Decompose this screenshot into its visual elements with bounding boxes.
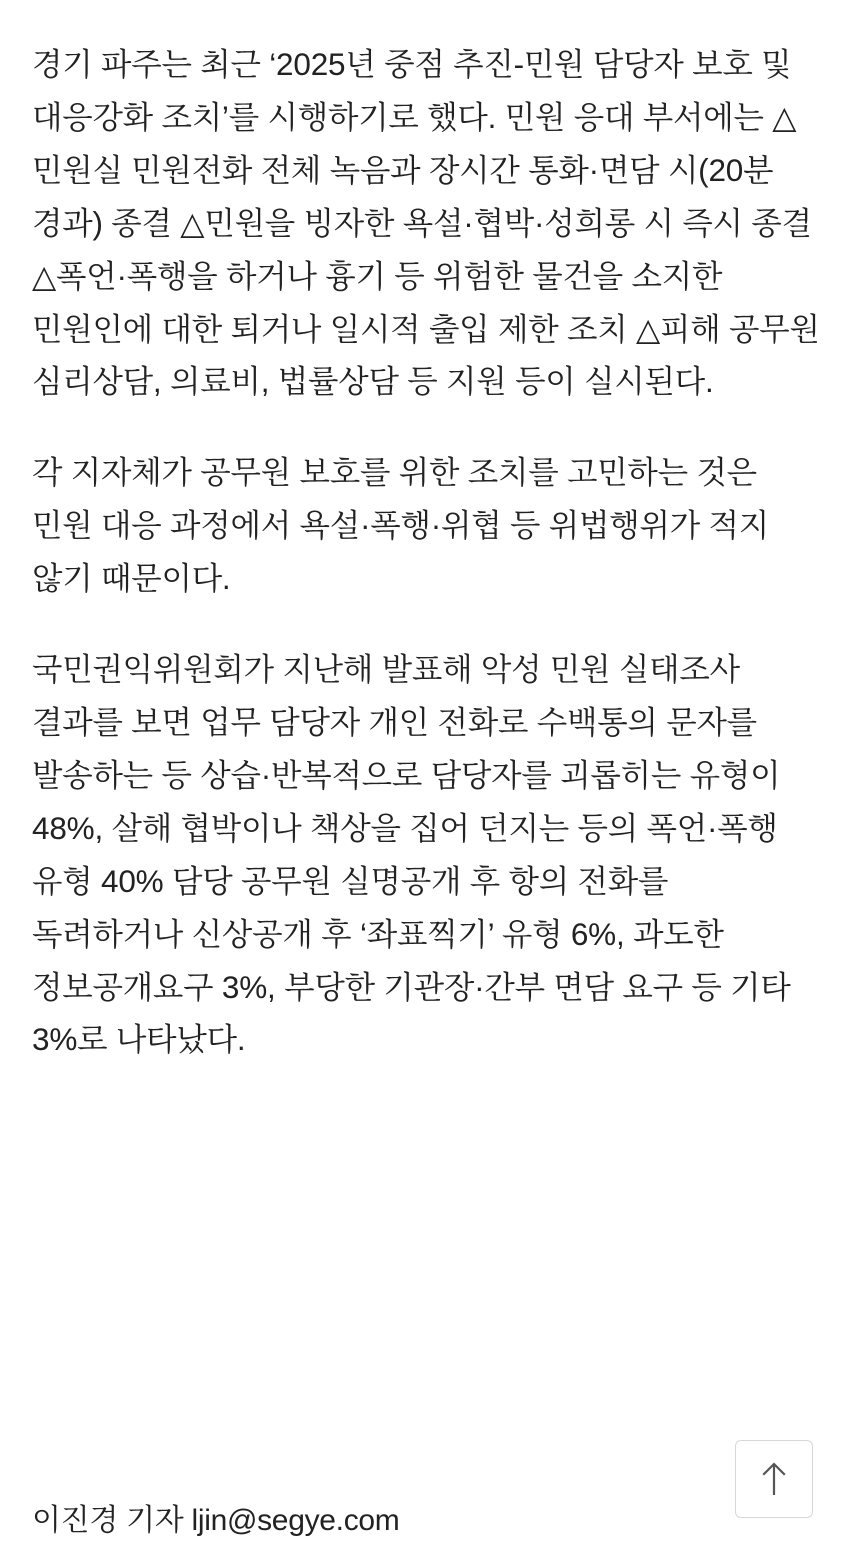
article-paragraph: 국민권익위원회가 지난해 발표해 악성 민원 실태조사 결과를 보면 업무 담당자 개인 전화로 수백통의 문자를 발송하는 등 상습·반복적으로 담당자를 괴롭히는 유형이 48%, 살해 협박이나 책상을 집어 던지는 등의 폭언·폭행 유형 40% 담당 공무원 실명공개 후 항의 전화를 독려하거나 신상공개 후 ‘좌표찍기’ 유형 6%, 과도한 정보공개요구 3%, 부당한 기관장·간부 면담 요구 등 기타 3%로 나타났다. xyxy=(32,651,791,1058)
article-paragraph: 경기 파주는 최근 ‘2025년 중점 추진-민원 담당자 보호 및 대응강화 조치’를 시행하기로 했다. 민원 응대 부서에는 △민원실 민원전화 전체 녹음과 장시간 통화·면담 시(20분 경과) 종결 △민원을 빙자한 욕설·협박·성희롱 시 즉시 종결 △폭언·폭행을 하거나 흉기 등 위험한 물건을 소지한 민원인에 대한 퇴거나 일시적 출입 제한 조치 △피해 공무원 심리상담, 의료비, 법률상담 등 지원 등이 실시된다. xyxy=(32,46,820,400)
arrow-up-icon xyxy=(757,1460,791,1498)
article-byline: 이진경 기자 ljin@segye.com xyxy=(32,1504,400,1537)
scroll-to-top-button[interactable] xyxy=(735,1440,813,1518)
article-body xyxy=(32,38,822,1066)
article-paragraph: 각 지자체가 공무원 보호를 위한 조치를 고민하는 것은 민원 대응 과정에서 욕설·폭행·위협 등 위법행위가 적지 않기 때문이다. xyxy=(32,454,769,597)
